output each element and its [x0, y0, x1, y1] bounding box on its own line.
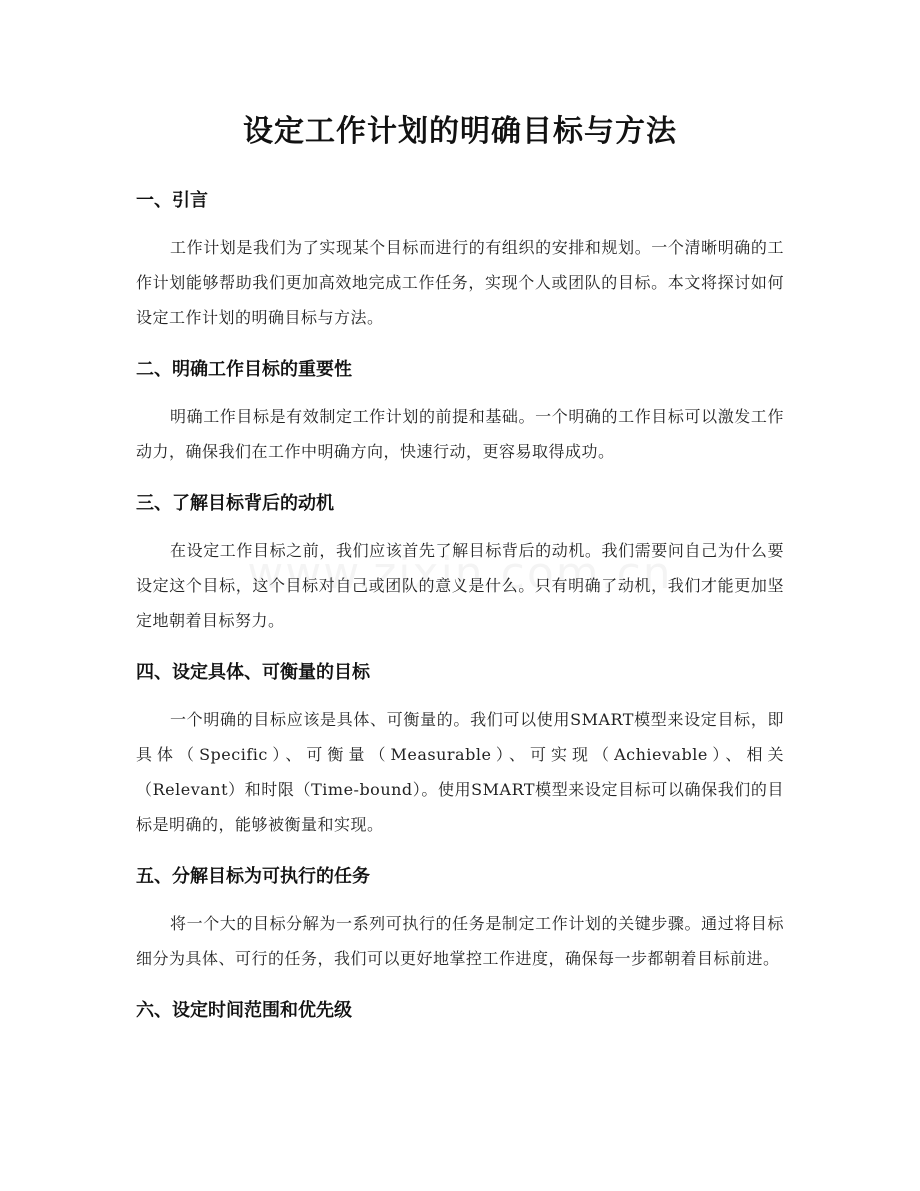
- section-paragraph-smart-goals: 一个明确的目标应该是具体、可衡量的。我们可以使用SMART模型来设定目标，即具体（Specific）、可衡量（Measurable）、可实现（Achievable）、相关（Relevant）和时限（Time-bound）。使用SMART模型来设定目标可以确保我们的目标是明确的，能够被衡量和实现。: [136, 710, 784, 834]
- section-heading-motivation: 三、了解目标背后的动机: [136, 493, 334, 514]
- section-heading-timeframe: 六、设定时间范围和优先级: [136, 1000, 352, 1021]
- section-paragraph-tasks: 将一个大的目标分解为一系列可执行的任务是制定工作计划的关键步骤。通过将目标细分为具体、可行的任务，我们可以更好地掌控工作进度，确保每一步都朝着目标前进。: [136, 914, 784, 968]
- section-paragraph-motivation: 在设定工作目标之前，我们应该首先了解目标背后的动机。我们需要问自己为什么要设定这个目标，这个目标对自己或团队的意义是什么。只有明确了动机，我们才能更加坚定地朝着目标努力。: [136, 541, 784, 630]
- section-paragraph-intro: 工作计划是我们为了实现某个目标而进行的有组织的安排和规划。一个清晰明确的工作计划能够帮助我们更加高效地完成工作任务，实现个人或团队的目标。本文将探讨如何设定工作计划的明确目标与方法。: [136, 238, 784, 327]
- section-heading-importance: 二、明确工作目标的重要性: [136, 359, 352, 380]
- document-title: 设定工作计划的明确目标与方法: [243, 114, 677, 149]
- section-heading-intro: 一、引言: [136, 190, 208, 211]
- section-paragraph-importance: 明确工作目标是有效制定工作计划的前提和基础。一个明确的工作目标可以激发工作动力，确保我们在工作中明确方向，快速行动，更容易取得成功。: [136, 407, 784, 461]
- section-heading-smart-goals: 四、设定具体、可衡量的目标: [136, 662, 370, 683]
- section-heading-tasks: 五、分解目标为可执行的任务: [136, 866, 370, 887]
